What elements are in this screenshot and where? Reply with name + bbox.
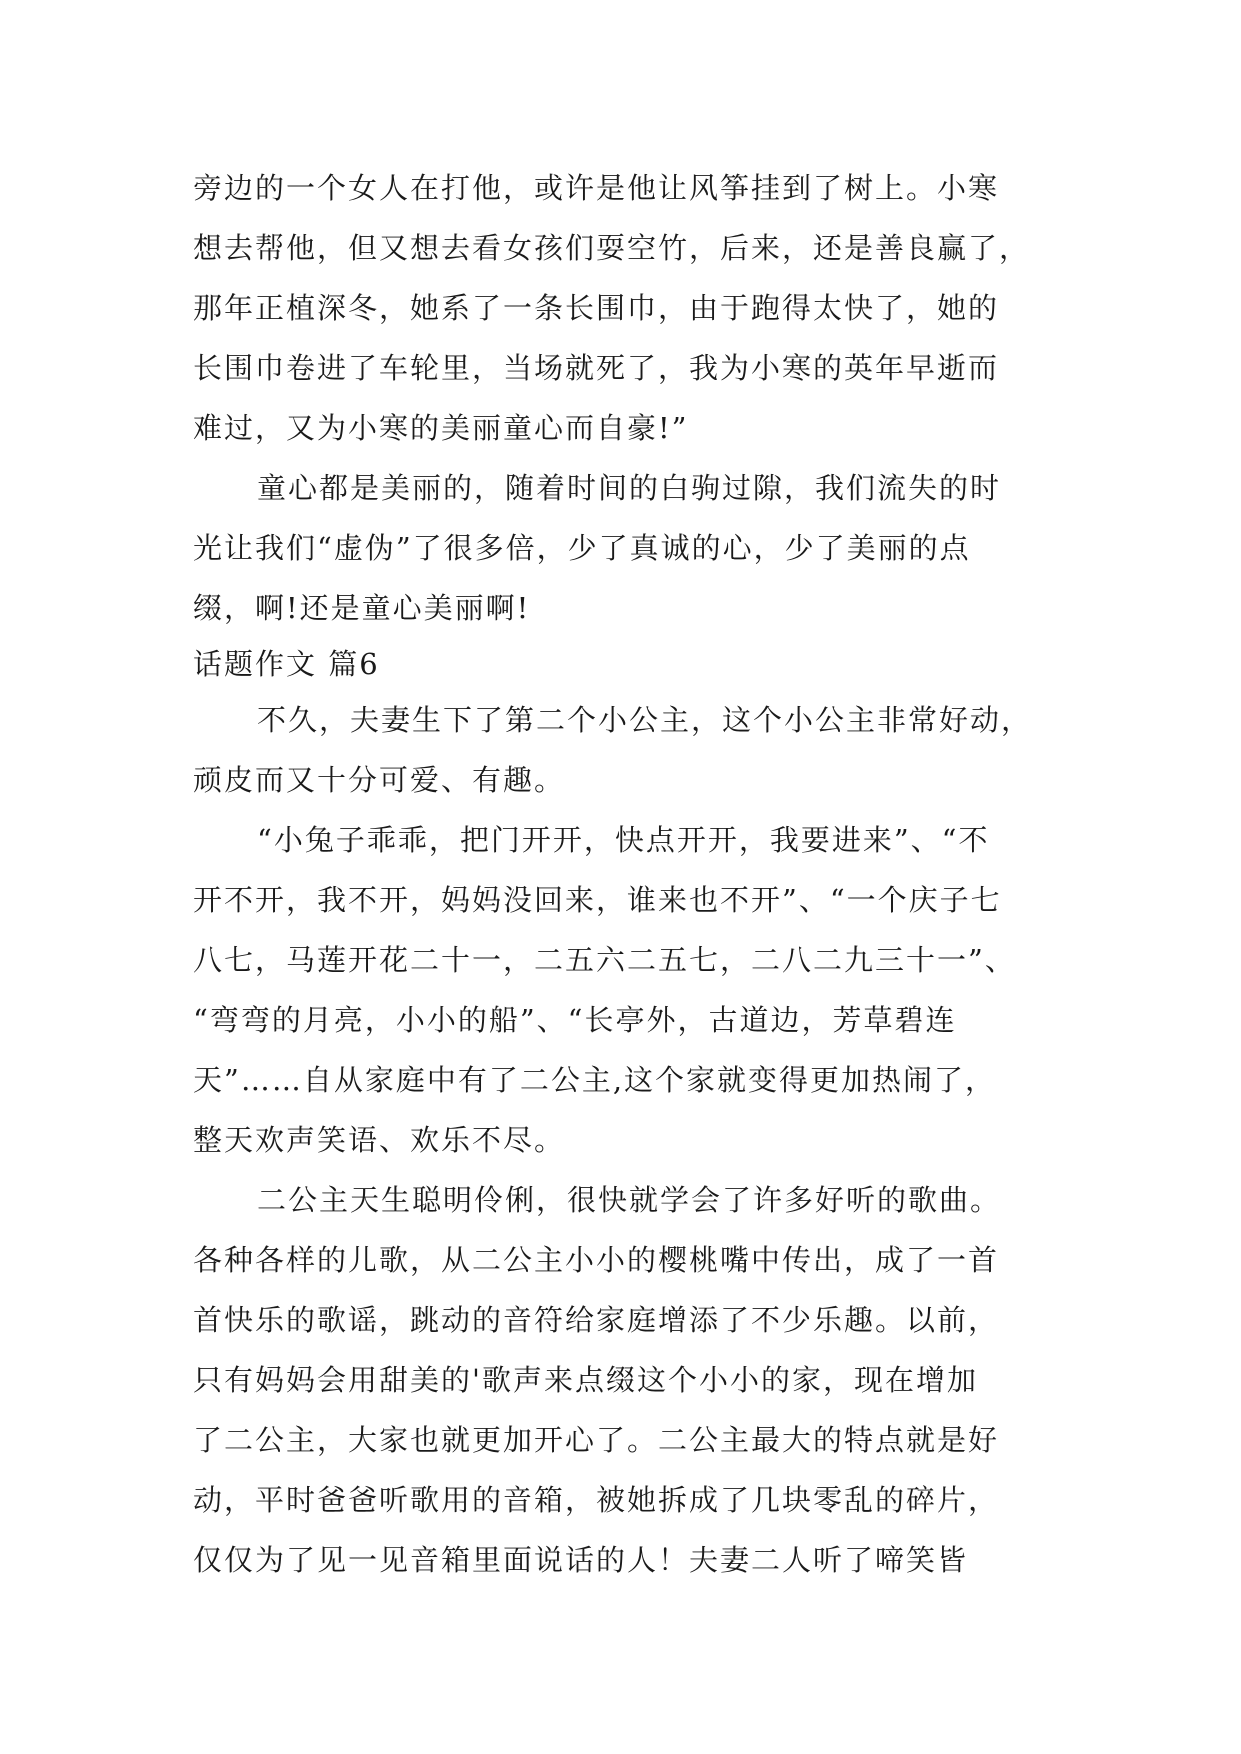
text-line: 各种各样的儿歌，从二公主小小的樱桃嘴中传出，成了一首 [193,1243,1000,1277]
section-heading: 话题作文 篇6 [193,647,380,681]
text-line: 童心都是美丽的，随着时间的白驹过隙，我们流失的时 [257,471,1002,505]
text-line: 首快乐的歌谣，跳动的音符给家庭增添了不少乐趣。以前， [193,1303,1000,1337]
text-line: 不久，夫妻生下了第二个小公主，这个小公主非常好动， [257,703,1033,737]
paragraph [193,810,1063,1170]
text-line: 想去帮他，但又想去看女孩们耍空竹，后来，还是善良赢了， [193,231,1031,265]
text-line: 天”……自从家庭中有了二公主,这个家就变得更加热闹了， [193,1063,997,1097]
text-line: 那年正植深冬，她系了一条长围巾，由于跑得太快了，她的 [193,291,1000,325]
text-line: 只有妈妈会用甜美的'歌声来点缀这个小小的家，现在增加 [193,1363,978,1397]
text-line: 动，平时爸爸听歌用的音箱，被她拆成了几块零乱的碎片， [193,1483,1000,1517]
text-line: 旁边的一个女人在打他，或许是他让风筝挂到了树上。小寒 [193,171,1000,205]
document-body [193,158,1063,1590]
text-line: 开不开，我不开，妈妈没回来，谁来也不开”、“一个庆子七 [193,883,1002,917]
paragraph [193,458,1063,638]
paragraph [193,690,1063,810]
text-line: 长围巾卷进了车轮里，当场就死了，我为小寒的英年早逝而 [193,351,1000,385]
text-line: 仅仅为了见一见音箱里面说话的人！夫妻二人听了啼笑皆 [193,1543,969,1577]
text-line: 难过，又为小寒的美丽童心而自豪!” [193,411,689,445]
text-line: 整天欢声笑语、欢乐不尽。 [193,1123,566,1157]
paragraph [193,158,1063,458]
text-line: “小兔子乖乖，把门开开，快点开开，我要进来”、“不 [257,823,990,857]
text-line: 光让我们“虚伪”了很多倍，少了真诚的心，少了美丽的点 [193,531,971,565]
text-line: 缀，啊!还是童心美丽啊! [193,591,531,625]
text-line: 顽皮而又十分可爱、有趣。 [193,763,566,797]
paragraph [193,1170,1063,1590]
text-line: “弯弯的月亮，小小的船”、“长亭外，古道边，芳草碧连 [193,1003,957,1037]
text-line: 了二公主，大家也就更加开心了。二公主最大的特点就是好 [193,1423,1000,1457]
text-line: 二公主天生聪明伶俐，很快就学会了许多好听的歌曲。 [257,1183,1002,1217]
text-line: 八七，马莲开花二十一，二五六二五七，二八二九三十一”、 [193,943,1016,977]
